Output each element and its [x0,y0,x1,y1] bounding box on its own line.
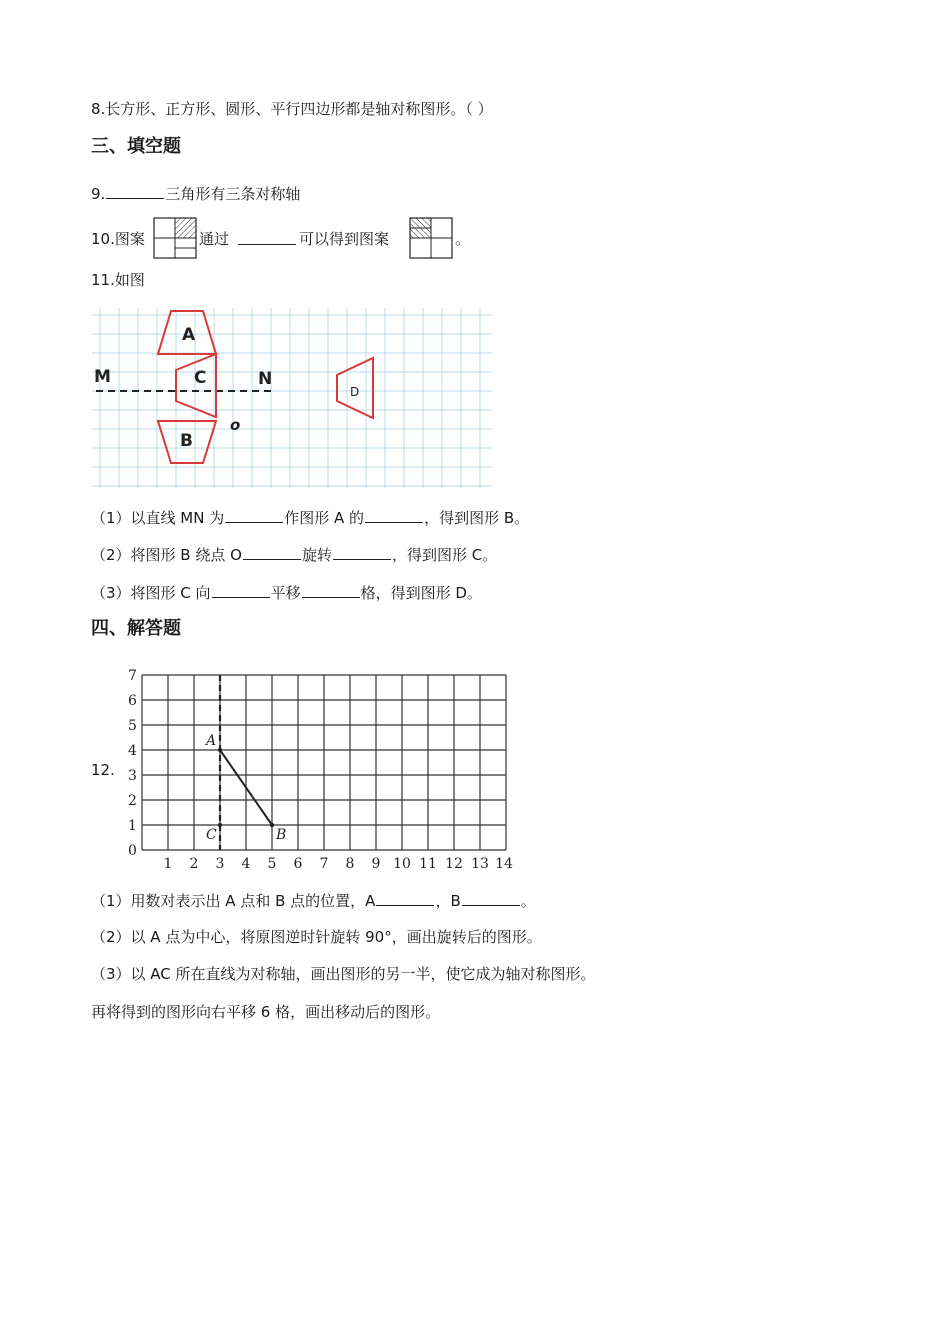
question-12-part-1 [91,890,536,911]
answer-blank[interactable] [243,544,301,560]
label-m: M [94,367,111,387]
background-grid [92,308,492,488]
section-3-title: 三、填空题 [91,136,181,157]
answer-blank[interactable] [333,544,391,560]
question-12-number: 12. [91,761,115,779]
label-o: o [230,416,241,434]
part-text: 。 [520,892,536,910]
part-text: 平移 [270,584,301,602]
y-tick: 4 [128,743,137,759]
label-a: A [206,733,217,749]
point-c [218,823,222,827]
x-tick: 12 [445,856,463,872]
question-11-title: 11.如图 [91,271,145,289]
label-d: D [350,385,360,399]
question-9 [91,183,300,204]
question-10-end: 可以得到图案 [299,230,390,248]
label-b: B [276,827,287,843]
part-text: （1）以直线 MN 为 [91,509,225,527]
part-text: 格，得到图形 D。 [360,584,482,602]
x-tick: 14 [495,856,513,872]
answer-blank[interactable] [365,507,423,523]
x-tick: 10 [393,856,411,872]
answer-blank[interactable] [238,229,296,245]
label-c: C [194,368,207,388]
question-10-mid: 通过 [199,230,230,248]
x-tick: 7 [319,856,329,872]
question-11-part-3 [91,582,482,603]
y-tick: 6 [128,693,137,709]
question-9-text: 三角形有三条对称轴 [165,185,301,203]
x-tick: 2 [189,856,199,872]
question-10-prefix: 10.图案 [91,230,145,248]
answer-blank[interactable] [212,582,270,598]
y-tick: 3 [128,768,137,784]
x-tick: 9 [371,856,381,872]
part-text: ，得到图形 B。 [424,509,530,527]
x-tick: 5 [267,856,277,872]
part-text: 旋转 [301,546,332,564]
question-12-part-2: （2）以 A 点为中心，将原图逆时针旋转 90°，画出旋转后的图形。 [91,928,542,946]
question-11-part-1 [91,507,529,528]
label-b: B [180,431,193,451]
question-9-number: 9. [91,185,106,203]
label-a: A [182,325,196,345]
question-10-period: 。 [455,230,471,248]
x-tick: 8 [345,856,355,872]
y-tick: 5 [128,718,137,734]
transform-grid-figure [92,308,494,492]
point-b [270,823,274,827]
y-tick: 0 [128,843,137,859]
x-tick: 6 [293,856,303,872]
answer-blank[interactable] [376,890,434,906]
x-tick: 3 [215,856,225,872]
label-n: N [258,369,273,389]
x-tick: 4 [241,856,251,872]
part-text: 作图形 A 的 [284,509,365,527]
question-12-part-3: （3）以 AC 所在直线为对称轴，画出图形的另一半，使它成为轴对称图形。 [91,965,596,983]
part-text: （2）将图形 B 绕点 O [91,546,242,564]
answer-blank[interactable] [462,890,520,906]
section-4-title: 四、解答题 [91,618,181,639]
point-a [218,748,222,752]
question-12-part-4: 再将得到的图形向右平移 6 格，画出移动后的图形。 [91,1003,441,1021]
x-axis-ticks [164,856,513,872]
y-tick: 1 [128,818,137,834]
x-tick: 11 [419,856,437,872]
answer-blank[interactable] [302,582,360,598]
y-axis-ticks [128,668,137,859]
part-text: ，得到图形 C。 [391,546,498,564]
coordinate-grid [122,664,518,876]
question-11-part-2 [91,544,497,565]
pattern-result-icon [409,217,453,259]
x-tick: 13 [471,856,489,872]
part-text: （1）用数对表示出 A 点和 B 点的位置，A [91,892,376,910]
y-tick: 2 [128,793,137,809]
pattern-original-icon [153,217,197,259]
y-tick: 7 [128,668,137,684]
label-c: C [206,827,217,843]
grid-lines [142,675,506,850]
part-text: （3）将图形 C 向 [91,584,211,602]
question-8: 8.长方形、正方形、圆形、平行四边形都是轴对称图形。（ ） [91,100,493,118]
x-tick: 1 [163,856,173,872]
part-text: ，B [435,892,461,910]
answer-blank[interactable] [106,183,164,199]
answer-blank[interactable] [225,507,283,523]
